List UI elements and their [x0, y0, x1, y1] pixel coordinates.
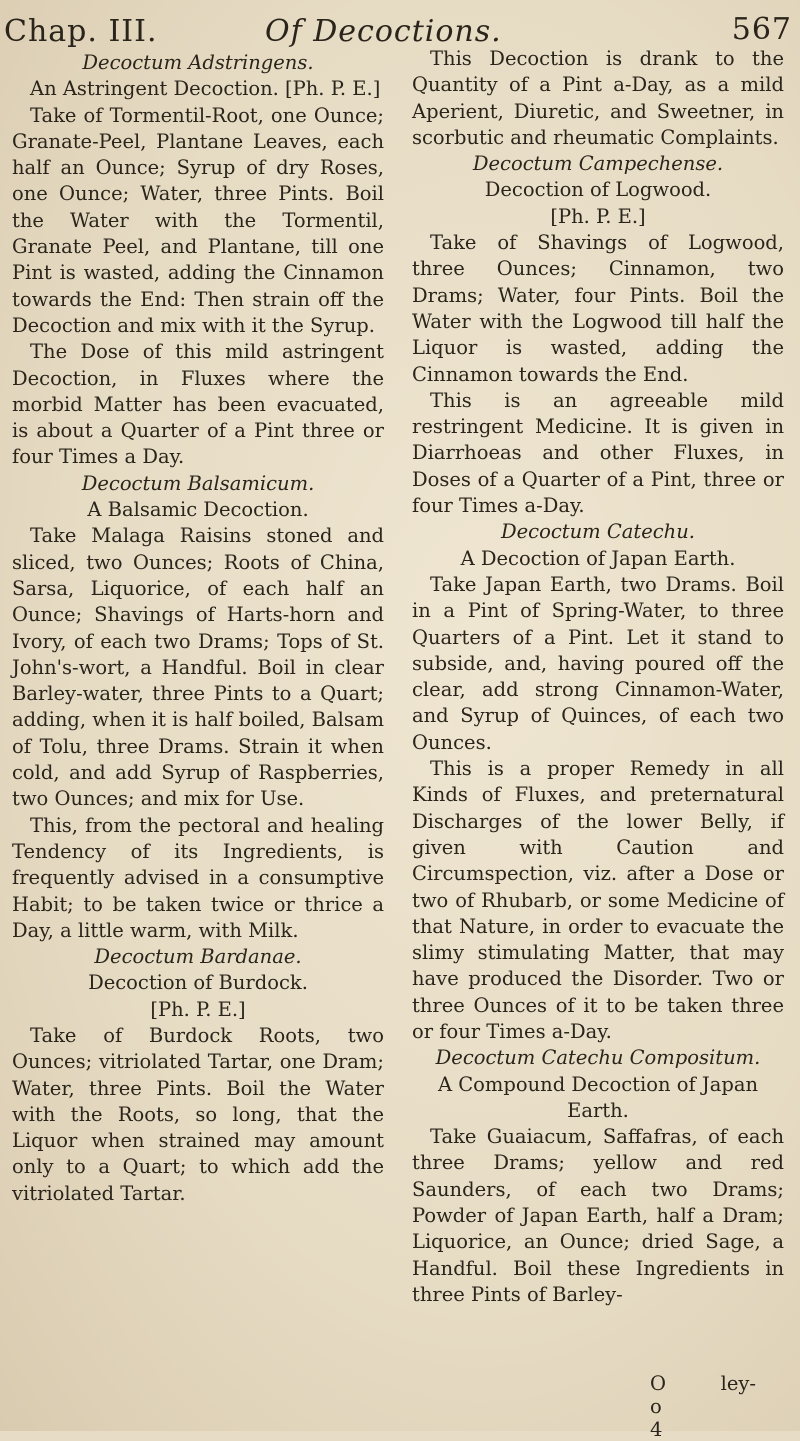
right-column-para: Take of Shavings of Logwood, three Ounces; Cinnamon, two Drams; Water, four Pints. Boil the Water with the Logwood till half the Liquor is wasted, adding the Cinnamon towards the End. — [412, 231, 784, 386]
right-column-para: This Decoction is drank to the Quantity of a Pint a-Day, as a mild Aperient, Diuretic, and Sweetner, in scorbutic and rheumatic Complaints. — [412, 47, 784, 149]
left-column-ref: [Ph. P. E.] — [150, 997, 246, 1021]
left-column-para: This, from the pectoral and healing Tendency of its Ingredients, is frequently advised in a consumptive Habit; to be taken twice or thrice a Day, a little warm, with Milk. — [12, 813, 384, 942]
left-column-para: The Dose of this mild astringent Decoction, in Fluxes where the morbid Matter has been evacuated, is about a Quarter of a Pint three or four Times a Day. — [12, 340, 384, 469]
right-column — [412, 46, 784, 1308]
right-column-para: This is a proper Remedy in all Kinds of Fluxes, and preternatural Discharges of the lower Belly, if given with Caution and Circumspection, viz. after a Dose or two of Rhubarb, or some Medicine of that Nature, in order to evacuate the slimy stimulating Matter, that may have produced the Disorder. Two or three Ounces of it to be taken three or four Times a-Day. — [412, 757, 784, 1043]
signature-mark: O o 4 — [650, 1372, 666, 1441]
left-column-sub: A Balsamic Decoction. — [87, 498, 309, 522]
left-column-heading: Decoctum Adstringens. — [82, 51, 314, 74]
left-column-para: Take Malaga Raisins stoned and sliced, two Ounces; Roots of China, Sarsa, Liquorice, of each half an Ounce; Shavings of Harts-horn and Ivory, of each two Drams; Tops of St. John's-wort, a Handful. Boil in clear Barley-water, three Pints to a Quart; adding, when it is half boiled, Balsam of Tolu, three Drams. Strain it when cold, and add Syrup of Raspberries, two Ounces; and mix for Use. — [12, 524, 384, 811]
right-column-heading: Decoctum Catechu. — [500, 520, 695, 544]
right-column-para: Take Guaiacum, Saffafras, of each three Drams; yellow and red Saunders, of each two Drams; Powder of Japan Earth, half a Dram; Liquorice, an Ounce; dried Sage, a Handful. Boil these Ingredients in three Pints of Barley- — [412, 1125, 784, 1306]
right-column-sub: Decoction of Logwood. — [484, 178, 712, 202]
chapter-label: Chap. III. — [4, 14, 158, 49]
right-column-para: This is an agreeable mild restringent Medicine. It is given in Diarrhoeas and other Fluxes, in Doses of a Quarter of a Pint, three or four Times a-Day. — [412, 388, 784, 518]
right-column-para: Take Japan Earth, two Drams. Boil in a Pint of Spring-Water, to three Quarters of a Pint. Let it stand to subside, and, having poured off the clear, add strong Cinnamon-Water, and Syrup of Quinces, of each two Ounces. — [412, 572, 784, 754]
left-column-heading: Decoctum Bardanae. — [94, 945, 302, 969]
catchword: ley- — [720, 1372, 756, 1395]
right-column-sub: A Decoction of Japan Earth. — [460, 546, 736, 570]
page-number: 567 — [731, 12, 792, 47]
page-footer — [650, 1372, 756, 1441]
left-column-para: Take of Tormentil-Root, one Ounce; Granate-Peel, Plantane Leaves, each half an Ounce; Syrup of dry Roses, one Ounce; Water, three Pints. Boil the Water with the Tormentil, Granate Peel, and Plantane, till one Pint is wasted, adding the Cinnamon towards the End: Then strain off the Decoction and mix with it the Syrup. — [12, 103, 384, 337]
running-title: Of Decoctions. — [265, 14, 502, 49]
right-column-ref: [Ph. P. E.] — [550, 204, 646, 228]
left-column-para: Take of Burdock Roots, two Ounces; vitriolated Tartar, one Dram; Water, three Pints. Boil the Water with the Roots, so long, that the Liquor when strained may amount only to a Quart; to which add the vitriolated Tartar. — [12, 1023, 384, 1205]
right-column-sub: A Compound Decoction of Japan Earth. — [437, 1072, 759, 1122]
left-column — [12, 46, 384, 1207]
right-column-heading: Decoctum Campechense. — [472, 152, 724, 176]
left-column-heading: Decoctum Balsamicum. — [81, 471, 315, 495]
left-column-sub: Decoction of Burdock. — [88, 971, 308, 995]
right-column-heading: Decoctum Catechu Compositum. — [435, 1046, 761, 1070]
left-column-para: An Astringent Decoction. [Ph. P. E.] — [30, 77, 381, 101]
